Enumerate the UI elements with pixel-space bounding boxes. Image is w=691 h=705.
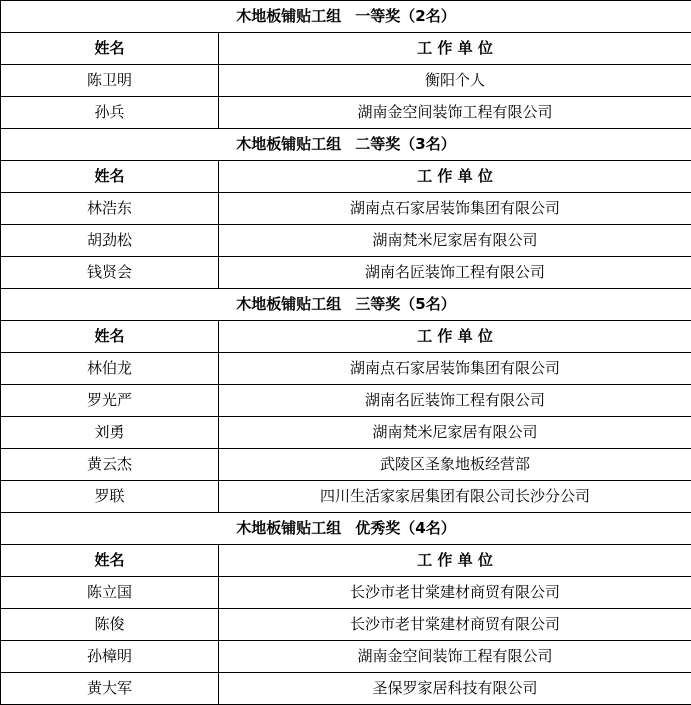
winner-name: 罗光严 — [1, 385, 219, 417]
winner-name: 孙樟明 — [1, 641, 219, 673]
winner-name: 陈卫明 — [1, 65, 219, 97]
section-award: 优秀奖（4名） — [355, 519, 456, 537]
table-row — [1, 353, 691, 385]
winner-name: 刘勇 — [1, 417, 219, 449]
section-title — [1, 513, 691, 545]
column-header-row — [1, 33, 691, 65]
section-title-row — [1, 289, 691, 321]
table-row — [1, 577, 691, 609]
table-row — [1, 609, 691, 641]
section-group: 木地板铺贴工组 — [236, 135, 342, 153]
unit-column-header: 工 作 单 位 — [219, 321, 691, 353]
winner-unit: 湖南金空间装饰工程有限公司 — [219, 97, 691, 129]
name-column-header: 姓名 — [1, 161, 219, 193]
unit-column-header: 工 作 单 位 — [219, 545, 691, 577]
winner-unit: 湖南点石家居装饰集团有限公司 — [219, 353, 691, 385]
unit-column-header: 工 作 单 位 — [219, 161, 691, 193]
table-row — [1, 65, 691, 97]
column-header-row — [1, 161, 691, 193]
column-header-row — [1, 321, 691, 353]
section-title-row — [1, 513, 691, 545]
name-column-header: 姓名 — [1, 545, 219, 577]
winner-unit: 四川生活家家居集团有限公司长沙分公司 — [219, 481, 691, 513]
table-row — [1, 193, 691, 225]
section-award: 二等奖（3名） — [355, 135, 456, 153]
table-row — [1, 449, 691, 481]
section-title-row — [1, 1, 691, 33]
column-header-row — [1, 545, 691, 577]
winner-unit: 湖南名匠装饰工程有限公司 — [219, 385, 691, 417]
section-group: 木地板铺贴工组 — [236, 519, 342, 537]
table-row — [1, 225, 691, 257]
winner-unit: 衡阳个人 — [219, 65, 691, 97]
section-award: 一等奖（2名） — [355, 7, 456, 25]
section-title-row — [1, 129, 691, 161]
winner-name: 黄云杰 — [1, 449, 219, 481]
winner-unit: 湖南名匠装饰工程有限公司 — [219, 257, 691, 289]
table-row — [1, 481, 691, 513]
winner-name: 胡劲松 — [1, 225, 219, 257]
table-row — [1, 641, 691, 673]
winner-unit: 圣保罗家居科技有限公司 — [219, 673, 691, 705]
winner-name: 钱贤会 — [1, 257, 219, 289]
table-row — [1, 385, 691, 417]
table-row — [1, 257, 691, 289]
unit-column-header: 工 作 单 位 — [219, 33, 691, 65]
section-title — [1, 289, 691, 321]
section-title — [1, 129, 691, 161]
winner-name: 林伯龙 — [1, 353, 219, 385]
winner-name: 陈俊 — [1, 609, 219, 641]
name-column-header: 姓名 — [1, 33, 219, 65]
table-row — [1, 673, 691, 705]
winner-unit: 湖南金空间装饰工程有限公司 — [219, 641, 691, 673]
winner-unit: 湖南点石家居装饰集团有限公司 — [219, 193, 691, 225]
section-group: 木地板铺贴工组 — [236, 7, 342, 25]
section-group: 木地板铺贴工组 — [236, 295, 342, 313]
winner-name: 罗联 — [1, 481, 219, 513]
winner-name: 林浩东 — [1, 193, 219, 225]
winner-unit: 湖南梵米尼家居有限公司 — [219, 417, 691, 449]
winner-name: 陈立国 — [1, 577, 219, 609]
section-title — [1, 1, 691, 33]
winner-name: 孙兵 — [1, 97, 219, 129]
winner-unit: 长沙市老甘棠建材商贸有限公司 — [219, 577, 691, 609]
winner-unit: 湖南梵米尼家居有限公司 — [219, 225, 691, 257]
awards-table-body — [1, 1, 691, 705]
winner-unit: 武陵区圣象地板经营部 — [219, 449, 691, 481]
winner-name: 黄大军 — [1, 673, 219, 705]
table-row — [1, 97, 691, 129]
section-award: 三等奖（5名） — [355, 295, 456, 313]
table-row — [1, 417, 691, 449]
winner-unit: 长沙市老甘棠建材商贸有限公司 — [219, 609, 691, 641]
name-column-header: 姓名 — [1, 321, 219, 353]
